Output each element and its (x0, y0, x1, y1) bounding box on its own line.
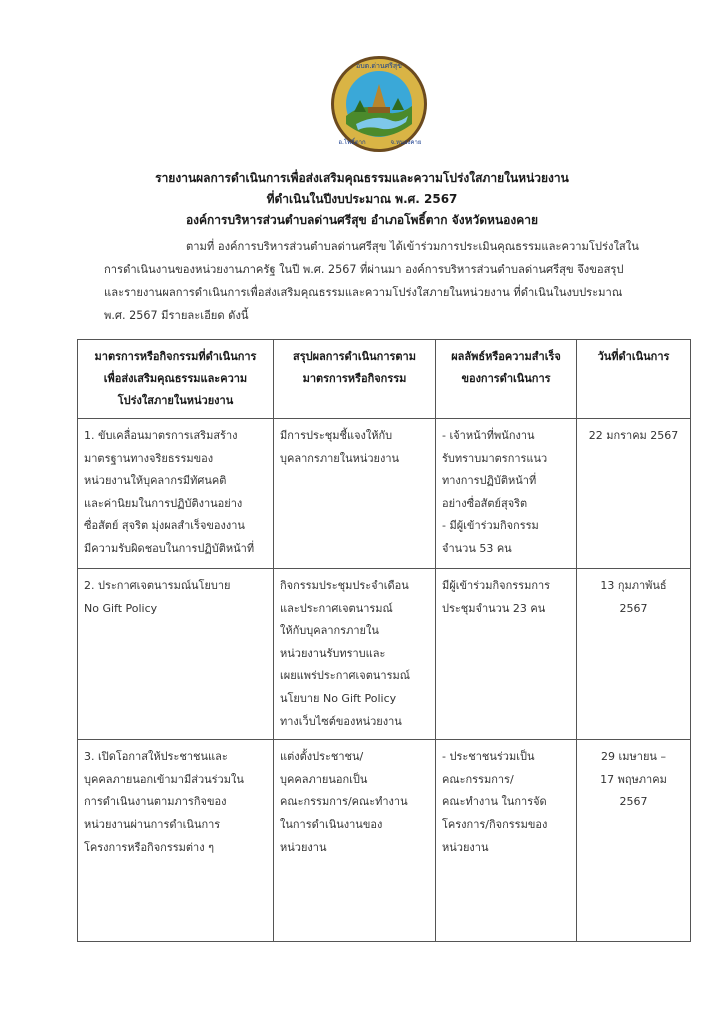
row-3-date: 29 เมษายน – 17 พฤษภาคม 2567 (577, 740, 691, 942)
header-measure: มาตรการหรือกิจกรรมที่ดำเนินการ เพื่อส่งเสริมคุณธรรมและความ โปร่งใสภายในหน่วยงาน (78, 340, 274, 419)
row-3-result: - ประชาชนร่วมเป็น คณะกรรมการ/ คณะทำงาน ในการจัด โครงการ/กิจกรรมของ หน่วยงาน (436, 740, 577, 942)
logo-top-text: อบต.ด่านศรีสุข (356, 62, 402, 70)
row-2-measure: 2. ประกาศเจตนารมณ์นโยบาย No Gift Policy (78, 569, 274, 740)
report-title-block (0, 168, 724, 231)
row-2-summary: กิจกรรมประชุมประจำเดือน และประกาศเจตนารมณ์ ให้กับบุคลากรภายใน หน่วยงานรับทราบและ เผยแพร่ประกาศเจตนารมณ์ นโยบาย No Gift Policy ทางเว็บไซต์ของหน่วยงาน (274, 569, 436, 740)
header-summary: สรุปผลการดำเนินการตาม มาตรการหรือกิจกรรม (274, 340, 436, 419)
intro-paragraph (104, 235, 664, 327)
report-organization: องค์การบริหารส่วนตำบลด่านศรีสุข อำเภอโพธิ์ตาก จังหวัดหนองคาย (185, 213, 539, 227)
report-fiscal-year: ที่ดำเนินในปีงบประมาณ พ.ศ. 2567 (266, 192, 458, 206)
row-3-summary: แต่งตั้งประชาชน/ บุคคลภายนอกเป็น คณะกรรมการ/คณะทำงาน ในการดำเนินงานของ หน่วยงาน (274, 740, 436, 942)
row-2-result: มีผู้เข้าร่วมกิจกรรมการ ประชุมจำนวน 23 คน (436, 569, 577, 740)
row-1-summary: มีการประชุมชี้แจงให้กับ บุคลากรภายในหน่วยงาน (274, 419, 436, 569)
table-row (78, 569, 691, 740)
row-3-measure: 3. เปิดโอกาสให้ประชาชนและ บุคคลภายนอกเข้ามามีส่วนร่วมใน การดำเนินงานตามภารกิจของ หน่วยงานผ่านการดำเนินการ โครงการหรือกิจกรรมต่าง ๆ (78, 740, 274, 942)
organization-logo (328, 54, 430, 154)
table-row (78, 419, 691, 569)
row-1-measure: 1. ขับเคลื่อนมาตรการเสริมสร้าง มาตรฐานทางจริยธรรมของ หน่วยงานให้บุคลากรมีทัศนคติ และค่านิยมในการปฏิบัติงานอย่าง ซื่อสัตย์ สุจริต มุ่งผลสำเร็จของงาน มีความรับผิดชอบในการปฏิบัติหน้าที่ (78, 419, 274, 569)
table-row (78, 740, 691, 942)
intro-line-2: การดำเนินงานของหน่วยงานภาครัฐ ในปี พ.ศ. 2567 ที่ผ่านมา องค์การบริหารส่วนตำบลด่านศรีสุข จึงขอสรุป (104, 263, 624, 276)
table-header-row (78, 340, 691, 419)
header-date: วันที่ดำเนินการ (577, 340, 691, 419)
intro-line-4: พ.ศ. 2567 มีรายละเอียด ดังนี้ (104, 309, 249, 322)
report-table (77, 339, 691, 942)
logo-bottom-left-text: อ.โพธิ์ตาก (338, 139, 366, 146)
row-2-date: 13 กุมภาพันธ์ 2567 (577, 569, 691, 740)
intro-line-3: และรายงานผลการดำเนินการเพื่อส่งเสริมคุณธรรมและความโปร่งใสภายในหน่วยงาน ที่ดำเนินในงบประมาณ (104, 286, 623, 299)
row-1-result: - เจ้าหน้าที่พนักงาน รับทราบมาตรการแนว ทางการปฏิบัติหน้าที่ อย่างซื่อสัตย์สุจริต - มีผู้เข้าร่วมกิจกรรม จำนวน 53 คน (436, 419, 577, 569)
row-1-date: 22 มกราคม 2567 (577, 419, 691, 569)
report-title: รายงานผลการดำเนินการเพื่อส่งเสริมคุณธรรมและความโปร่งใสภายในหน่วยงาน (155, 171, 569, 185)
header-result: ผลลัพธ์หรือความสำเร็จ ของการดำเนินการ (436, 340, 577, 419)
logo-bottom-right-text: จ.หนองคาย (390, 139, 422, 146)
intro-line-1: ตามที่ องค์การบริหารส่วนตำบลด่านศรีสุข ได้เข้าร่วมการประเมินคุณธรรมและความโปร่งใสใน (186, 240, 639, 253)
